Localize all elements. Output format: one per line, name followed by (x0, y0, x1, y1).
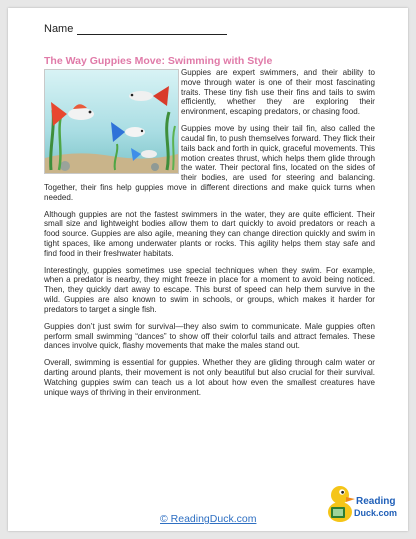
paragraph-2: Guppies move by using their tail fin, also called the caudal fin, to push themselves forward. They flick their tails back and forth in quick, graceful movements. This motion creates thrust, which helps them glide through the water. Their pectoral fins, located on the sides of their bodies, are used for steering and balancing. Together, their fins help guppies move in different directions and make quick turns when needed. (44, 124, 375, 202)
paragraph-3: Although guppies are not the fastest swimmers in the water, they are quite efficient. Their small size and lightweight bodies allow them to dart quickly to avoid predators or reach a food source. Guppies are also agile, meaning they can change direction quickly and swim in tight spaces, like among underwater plants or rocks. This agility helps them stay safe and find food in their freshwater habitats. (44, 209, 375, 258)
paragraph-5: Guppies don’t just swim for survival—they also swim to communicate. Male guppies often perform small swimming “dances” to show off their colorful tails and attract females. These dances involve quick, flashy movements that make the males stand out. (44, 321, 375, 351)
illustration-spacer (44, 68, 181, 175)
readingduck-link[interactable]: © ReadingDuck.com (160, 513, 257, 525)
article-body (44, 68, 375, 404)
paragraph-6: Overall, swimming is essential for guppies. Whether they are gliding through calm water or darting around plants, their movement is not only beautiful but also crucial for their survival. Watching guppies swim can teach us a lot about how even the smallest creatures have unique ways of thriving in their environment. (44, 358, 375, 397)
article-title: The Way Guppies Move: Swimming with Style (44, 55, 273, 67)
worksheet-page (8, 8, 408, 531)
name-row (44, 23, 227, 35)
logo-text-reading: Reading (356, 496, 396, 507)
name-label: Name (44, 23, 74, 35)
logo-text-duck: Duck.com (354, 508, 398, 518)
paragraph-1: Guppies are expert swimmers, and their ability to move through water is one of their most fascinating traits. These tiny fish use their fins and tails to swim efficiently, whether they are exploring their environment, escaping predators, or chasing food. (181, 68, 375, 117)
name-field[interactable] (77, 24, 227, 35)
paragraph-4: Interestingly, guppies sometimes use special techniques when they swim. For example, when a predator is nearby, they might freeze in place for a moment to avoid being noticed. Then, they quickly dart away to escape. This burst of speed can help them survive in the wild. Guppies are also known to swim in schools, or groups, which makes it harder for predators to target a single fish. (44, 265, 375, 314)
reading-duck-logo (326, 478, 398, 526)
